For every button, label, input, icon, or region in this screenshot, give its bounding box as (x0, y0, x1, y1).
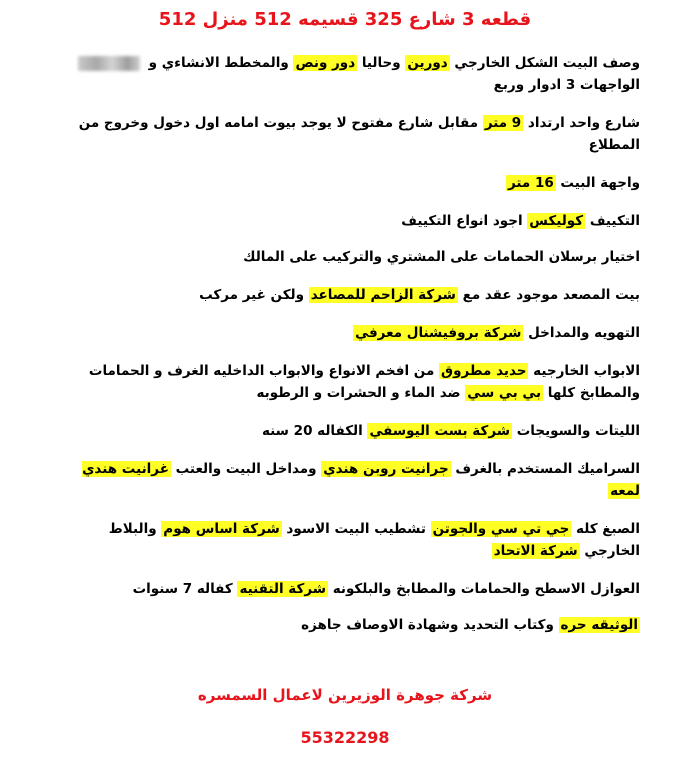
paragraph-text: كفاله 7 سنوات (132, 581, 238, 597)
paragraph-text: التكييف (585, 213, 640, 229)
paragraph-text: اجود انواع التكييف (401, 213, 528, 229)
highlighted-text: حديد مطروق (441, 363, 527, 379)
paragraph-text: التهويه والمداخل (523, 325, 640, 341)
paragraph-ventilation (50, 322, 640, 344)
highlighted-text: 16 متر (507, 175, 554, 191)
highlighted-text: شركة بست اليوسفي (369, 423, 510, 439)
paragraph-text: وصف البيت الشكل الخارجي (449, 55, 640, 71)
paragraph-text: من افخم الانواع والابواب الداخليه الغرف و الحمامات والمطابخ كلها (88, 363, 640, 401)
paragraph-text: العوازل الاسطح والحمامات والمطابخ والبلكونه (328, 581, 640, 597)
paragraph-text: الواجهات 3 ادوار وربع (493, 77, 640, 93)
paragraph-text: مقابل شارع مفتوح لا يوجد بيوت امامه اول دخول وخروج من المطلاع (78, 115, 640, 153)
paragraph-text: بيت المصعد موجود عقد مع (457, 287, 640, 303)
paragraph-text: تشطيب البيت الاسود (281, 521, 431, 537)
broker-phone-number[interactable]: 55322298 (300, 728, 390, 747)
paragraph-text: وحاليا (357, 55, 406, 71)
highlighted-text: الوثيقه حره (560, 617, 638, 633)
paragraph-lights-switches (50, 420, 640, 442)
page-title: قطعه 3 شارع 325 قسيمه 512 منزل 512 (158, 9, 532, 30)
highlighted-text: شركة بروفيشنال معرفي (355, 325, 522, 341)
highlighted-text: غرانيت هندي لمعه (82, 461, 640, 499)
highlighted-text: كوليكس (529, 213, 584, 229)
description-body (50, 52, 640, 636)
highlighted-text: 9 متر (484, 115, 522, 131)
paragraph-text: واجهة البيت (555, 175, 640, 191)
paragraph-text: الابواب الخارجيه (528, 363, 640, 379)
paragraph-doors (50, 360, 640, 404)
paragraph-text: والمخطط الانشاءي و (143, 55, 294, 71)
paragraph-elevator (50, 284, 640, 306)
paragraph-insulation (50, 578, 640, 600)
highlighted-text: شركة اساس هوم (163, 521, 280, 537)
paragraph-text: ضد الماء و الحشرات و الرطوبه (256, 385, 466, 401)
paragraph-text: الكفاله 20 سنه (261, 423, 368, 439)
highlighted-text: دور ونص (295, 55, 356, 71)
highlighted-text: شركة الزاحم للمصاعد (310, 287, 456, 303)
paragraph-text: والبلاط الخارجي (108, 521, 640, 559)
paragraph-facade-width (50, 172, 640, 194)
paragraph-text: اختيار برسلان الحمامات على المشتري والتركيب على المالك (243, 249, 640, 265)
paragraph-air-conditioning (50, 210, 640, 232)
paragraph-text: ومداخل البيت والعتب (170, 461, 322, 477)
paragraph-ceramics (50, 458, 640, 502)
redacted-text (78, 56, 140, 71)
highlighted-text: بي بي سي (467, 385, 542, 401)
highlighted-text: دورين (407, 55, 448, 71)
paragraph-text: ولكن غير مركب (199, 287, 309, 303)
paragraph-paint (50, 518, 640, 562)
highlighted-text: جرانيت روبن هندي (323, 461, 449, 477)
paragraph-text: الليتات والسويجات (512, 423, 640, 439)
paragraph-text: شارع واحد ارتداد (523, 115, 640, 131)
highlighted-text: شركة التقنيه (239, 581, 326, 597)
paragraph-text: وكتاب التحديد وشهادة الاوصاف جاهزه (301, 617, 559, 633)
paragraph-text: السراميك المستخدم بالغرف (450, 461, 640, 477)
paragraph-setback (50, 112, 640, 156)
paragraph-house-shape (50, 52, 640, 96)
highlighted-text: جي تي سي والجوتن (432, 521, 570, 537)
paragraph-deed (50, 614, 640, 636)
paragraph-bathroom-porcelain (50, 246, 640, 268)
paragraph-text: الصبغ كله (571, 521, 640, 537)
highlighted-text: شركة الاتحاد (493, 543, 578, 559)
broker-company-name: شركة جوهرة الوزيرين لاعمال السمسره (197, 686, 493, 704)
